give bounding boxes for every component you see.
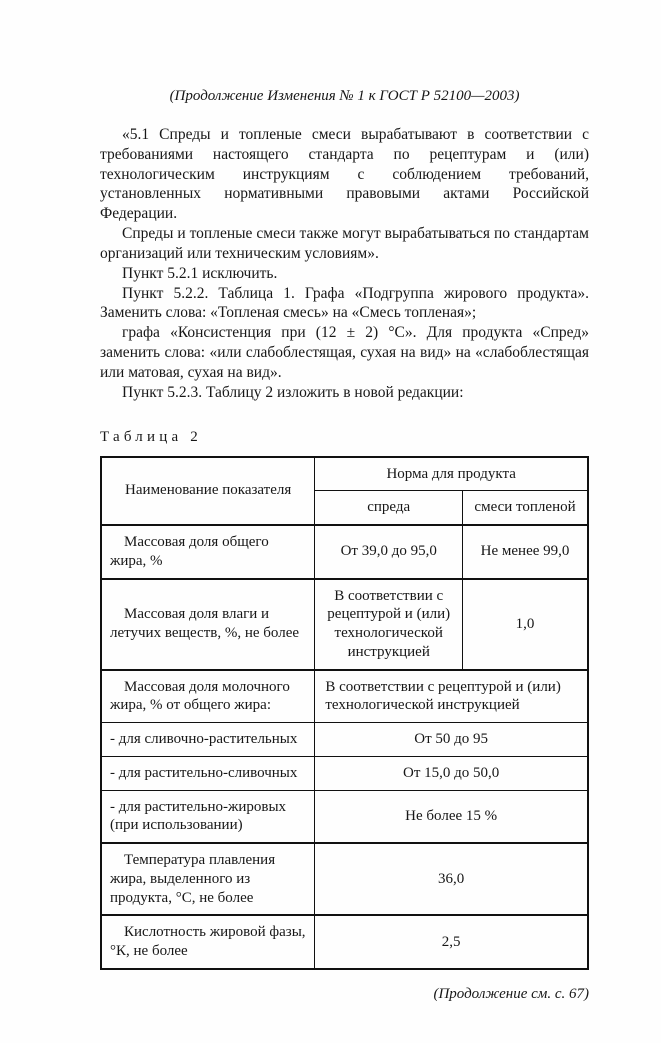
cell-indicator: - для растительно-сливочных <box>101 756 315 790</box>
table-row <box>101 756 588 790</box>
cell-value: 2,5 <box>315 915 588 969</box>
cell-indicator: - для растительно-жировых (при использовании) <box>101 790 315 843</box>
cell-value: От 15,0 до 50,0 <box>315 756 588 790</box>
column-header-norm: Норма для продукта <box>315 457 588 491</box>
cell-spread-value: От 39,0 до 95,0 <box>315 525 463 579</box>
paragraph: Спреды и топленые смеси также могут вырабатываться по стандартам организаций или техническим условиям». <box>100 225 589 262</box>
column-header-indicator-name: Наименование показателя <box>101 457 315 526</box>
table-header-row <box>101 457 588 491</box>
table-row <box>101 843 588 915</box>
table-row <box>101 670 588 723</box>
table-row <box>101 790 588 843</box>
table-label: Таблица 2 <box>100 428 202 445</box>
table-2 <box>100 456 589 970</box>
cell-value: В соответствии с рецептурой и (или) технологической инструкцией <box>315 670 588 723</box>
page-footer-note: (Продолжение см. с. 67) <box>433 985 589 1002</box>
page-header-note: (Продолжение Изменения № 1 к ГОСТ Р 52100—2003) <box>169 88 520 104</box>
table-row <box>101 723 588 757</box>
table-row <box>101 525 588 579</box>
cell-indicator: Массовая доля влаги и летучих веществ, %, не более <box>101 579 315 670</box>
cell-melted-value: Не менее 99,0 <box>463 525 588 579</box>
column-subheader-spread: спреда <box>315 491 463 525</box>
cell-value: От 50 до 95 <box>315 723 588 757</box>
cell-melted-value: 1,0 <box>463 579 588 670</box>
table-row <box>101 579 588 670</box>
cell-indicator: Массовая доля общего жира, % <box>101 525 315 579</box>
paragraph: Пункт 5.2.1 исключить. <box>122 264 278 282</box>
cell-value: 36,0 <box>315 843 588 915</box>
cell-indicator: Массовая доля молочного жира, % от общего жира: <box>101 670 315 723</box>
table-row <box>101 915 588 969</box>
cell-spread-value: В соответствии с рецептурой и (или) технологической инструкцией <box>315 579 463 670</box>
cell-value: Не более 15 % <box>315 790 588 843</box>
body-text <box>100 125 589 403</box>
paragraph: Пункт 5.2.3. Таблицу 2 изложить в новой редакции: <box>122 383 464 401</box>
column-subheader-melted-mix: смеси топленой <box>463 491 588 525</box>
cell-indicator: - для сливочно-растительных <box>101 723 315 757</box>
paragraph: Пункт 5.2.2. Таблица 1. Графа «Подгруппа жирового продукта». Заменить слова: «Топленая смесь» на «Смесь топленая»; <box>100 284 589 322</box>
cell-indicator: Температура плавления жира, выделенного из продукта, °С, не более <box>101 843 315 915</box>
cell-indicator: Кислотность жировой фазы, °К, не более <box>101 915 315 969</box>
paragraph: «5.1 Спреды и топленые смеси вырабатывают в соответствии с требованиями настоящего стандарта по рецептурам и (или) технологическим инструкциям с соблюдением требований, установленных нормативными правовыми актами Российской Федерации. <box>100 126 589 223</box>
paragraph: графа «Консистенция при (12 ± 2) °С». Для продукта «Спред» заменить слова: «или слабоблестящая, сухая на вид» на «слабоблестящая или матовая, сухая на вид». <box>100 324 589 381</box>
